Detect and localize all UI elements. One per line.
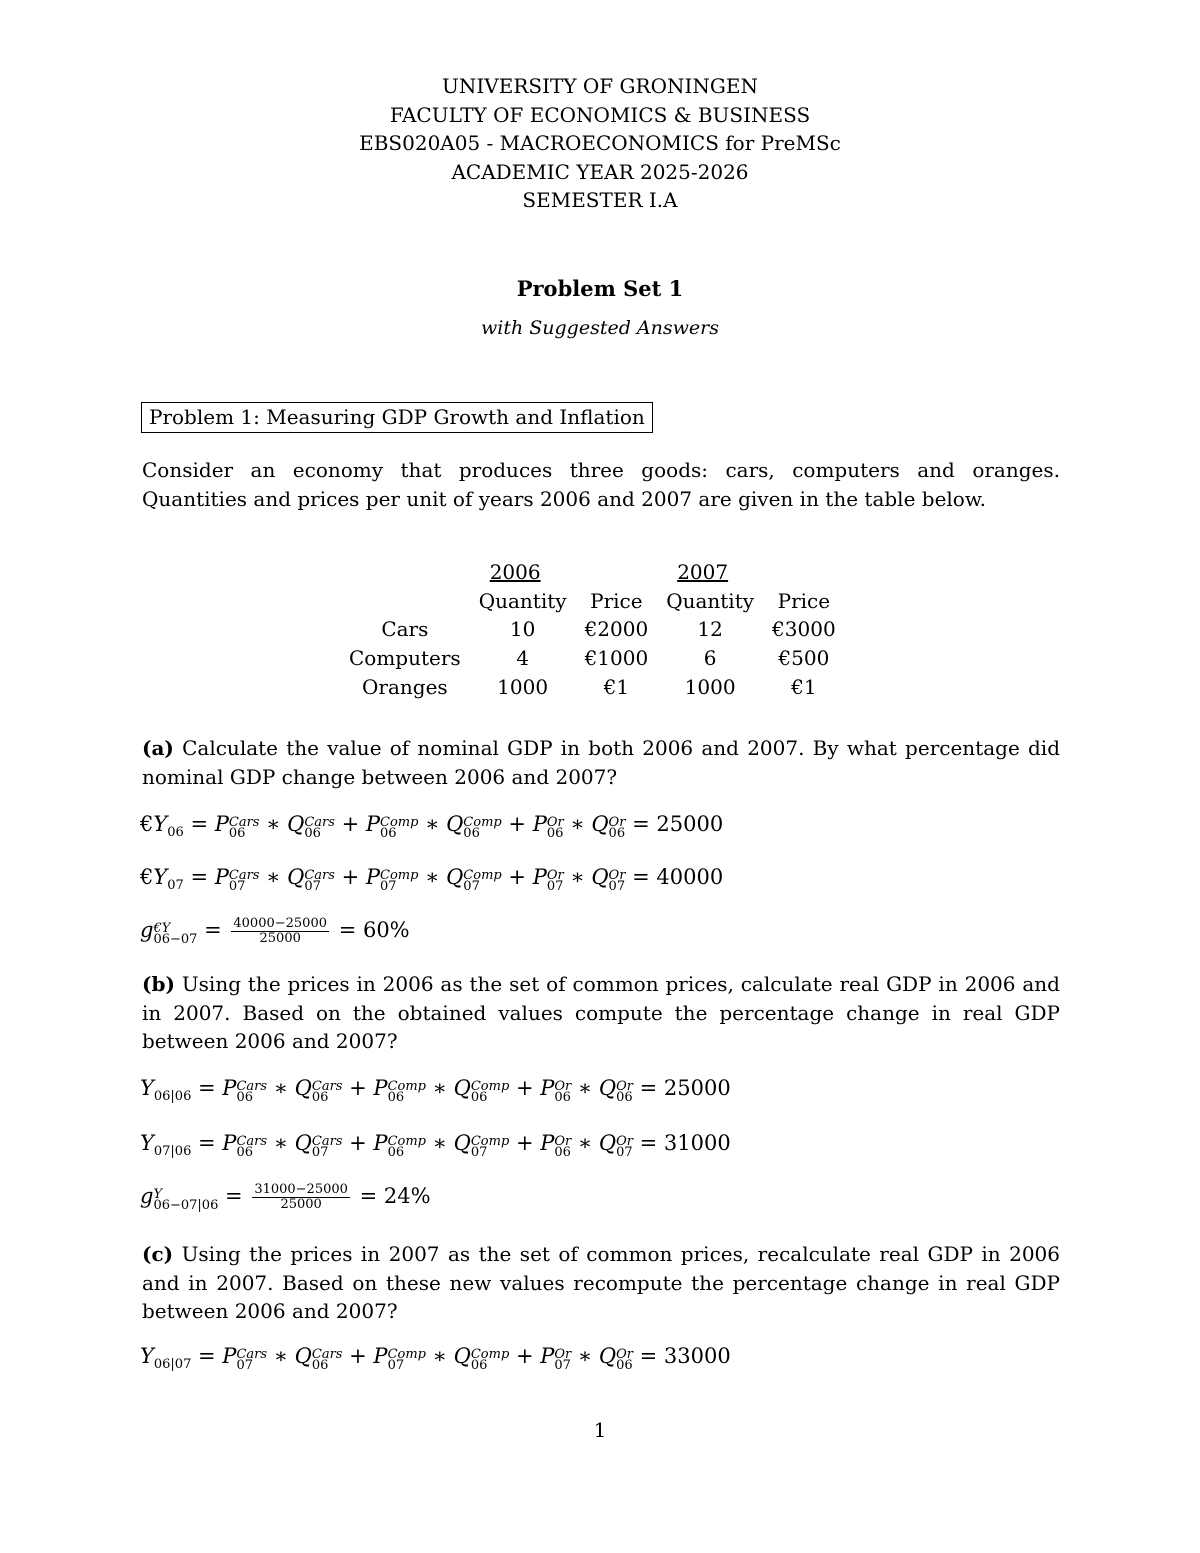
equation-nominal-growth: g €Y 06−07 = $\frac{40000-25000}{25000}$ = 60%: [140, 916, 410, 947]
col-price-2006: Price: [590, 588, 643, 613]
equation-result: = 24%: [359, 1184, 431, 1208]
table-row: [340, 615, 845, 644]
course-name: EBS020A05 - MACROECONOMICS for PreMSc: [359, 131, 841, 156]
part-c-label: (c): [142, 1242, 174, 1266]
part-c-text: Using the prices in 2007 as the set of common prices, recalculate real GDP in 2006 and in 2007. Based on these new values recompute the percentage change in real GDP between 2006 and 2007?: [142, 1242, 1061, 1324]
university-name: UNIVERSITY OF GRONINGEN: [442, 74, 758, 98]
cell: 12: [697, 617, 723, 642]
page-title: Problem Set 1: [516, 276, 684, 301]
part-b-label: (b): [142, 972, 175, 996]
fraction: $\frac{40000-25000}{25000}$: [233, 916, 327, 946]
fraction: $\frac{31000-25000}{25000}$: [254, 1182, 348, 1212]
year-2006-header: 2006: [489, 560, 541, 585]
cell: €1000: [584, 646, 649, 671]
row-label-oranges: Oranges: [362, 674, 448, 699]
table-row: [340, 672, 845, 701]
table-column-header-row: [340, 587, 845, 616]
semester: SEMESTER I.A: [522, 188, 678, 213]
cell: €1: [791, 674, 817, 699]
cell: 1000: [497, 674, 549, 699]
cell: 4: [516, 646, 529, 671]
page-subtitle: with Suggested Answers: [481, 317, 719, 339]
faculty-name: FACULTY OF ECONOMICS & BUSINESS: [389, 102, 811, 127]
cell: 6: [703, 646, 717, 671]
document-header: [0, 72, 1200, 215]
row-label-cars: Cars: [381, 617, 429, 642]
cell: €1: [603, 674, 630, 699]
academic-year: ACADEMIC YEAR 2025-2026: [451, 159, 749, 184]
equation-nominal-gdp-2006: $€Y_{06} = P$ Cars 06 ∗ Q Cars 06 + P Comp 06 ∗ Q Comp 06 + P Or 06 ∗ Q Or 06 = 25000: [140, 812, 724, 841]
cell: 10: [509, 617, 536, 642]
cell: €3000: [772, 617, 836, 642]
equation-result: = 33000: [639, 1344, 731, 1368]
col-quantity-2006: Quantity: [478, 588, 567, 613]
page-number: 1: [593, 1418, 607, 1442]
part-b-question: [142, 970, 1060, 1056]
col-price-2007: Price: [777, 588, 831, 613]
equation-result: = 25000: [639, 1076, 731, 1100]
part-b-text: Using the prices in 2006 as the set of common prices, calculate real GDP in 2006 and in 2007. Based on the obtained values compute the percentage change in real GDP between 2006 and 2007?: [142, 972, 1060, 1054]
table-row: [340, 644, 845, 673]
equation-result: = 60%: [338, 918, 410, 942]
part-a-label: (a): [142, 736, 174, 760]
equation-result: = 25000: [632, 812, 724, 836]
equation-result: = 31000: [639, 1131, 731, 1155]
part-a-text: Calculate the value of nominal GDP in both 2006 and 2007. By what percentage did nominal GDP change between 2006 and 2007?: [142, 736, 1060, 789]
cell: 1000: [684, 674, 736, 699]
cell: €2000: [584, 617, 649, 642]
col-quantity-2007: Quantity: [666, 588, 755, 613]
equation-real-gdp-2006-base06: $Y_{06|06} = P$ Cars 06 ∗ Q Cars 06 + P Comp 06 ∗ Q Comp 06 + P Or 06 ∗ Q Or 06 = 25000: [140, 1076, 731, 1105]
part-a-question: [142, 734, 1060, 791]
data-table: [340, 558, 845, 701]
row-label-computers: Computers: [349, 646, 461, 671]
equation-nominal-gdp-2007: $€Y_{07} = P$ Cars 07 ∗ Q Cars 07 + P Comp 07 ∗ Q Comp 07 + P Or 07 ∗ Q Or 07 = 40000: [140, 865, 724, 894]
cell: €500: [778, 646, 830, 671]
equation-real-gdp-2006-base07: $Y_{06|07} = P$ Cars 07 ∗ Q Cars 06 + P Comp 07 ∗ Q Comp 06 + P Or 07 ∗ Q Or 06 = 33000: [140, 1344, 731, 1373]
table-year-row: [340, 558, 845, 587]
equation-result: = 40000: [632, 865, 724, 889]
equation-real-growth-base06: g Y 06−07|06 = $\frac{31000-25000}{25000}$ = 24%: [140, 1182, 431, 1213]
part-c-question: [142, 1240, 1060, 1326]
equation-real-gdp-2007-base06: $Y_{07|06} = P$ Cars 06 ∗ Q Cars 07 + P Comp 06 ∗ Q Comp 07 + P Or 06 ∗ Q Or 07 = 31000: [140, 1131, 731, 1160]
year-2007-header: 2007: [677, 560, 729, 585]
problem-heading: Problem 1: Measuring GDP Growth and Inflation: [141, 402, 653, 433]
problem-intro: Consider an economy that produces three goods: cars, computers and oranges. Quantities and prices per unit of years 2006 and 2007 are given in the table below.: [142, 458, 1060, 511]
